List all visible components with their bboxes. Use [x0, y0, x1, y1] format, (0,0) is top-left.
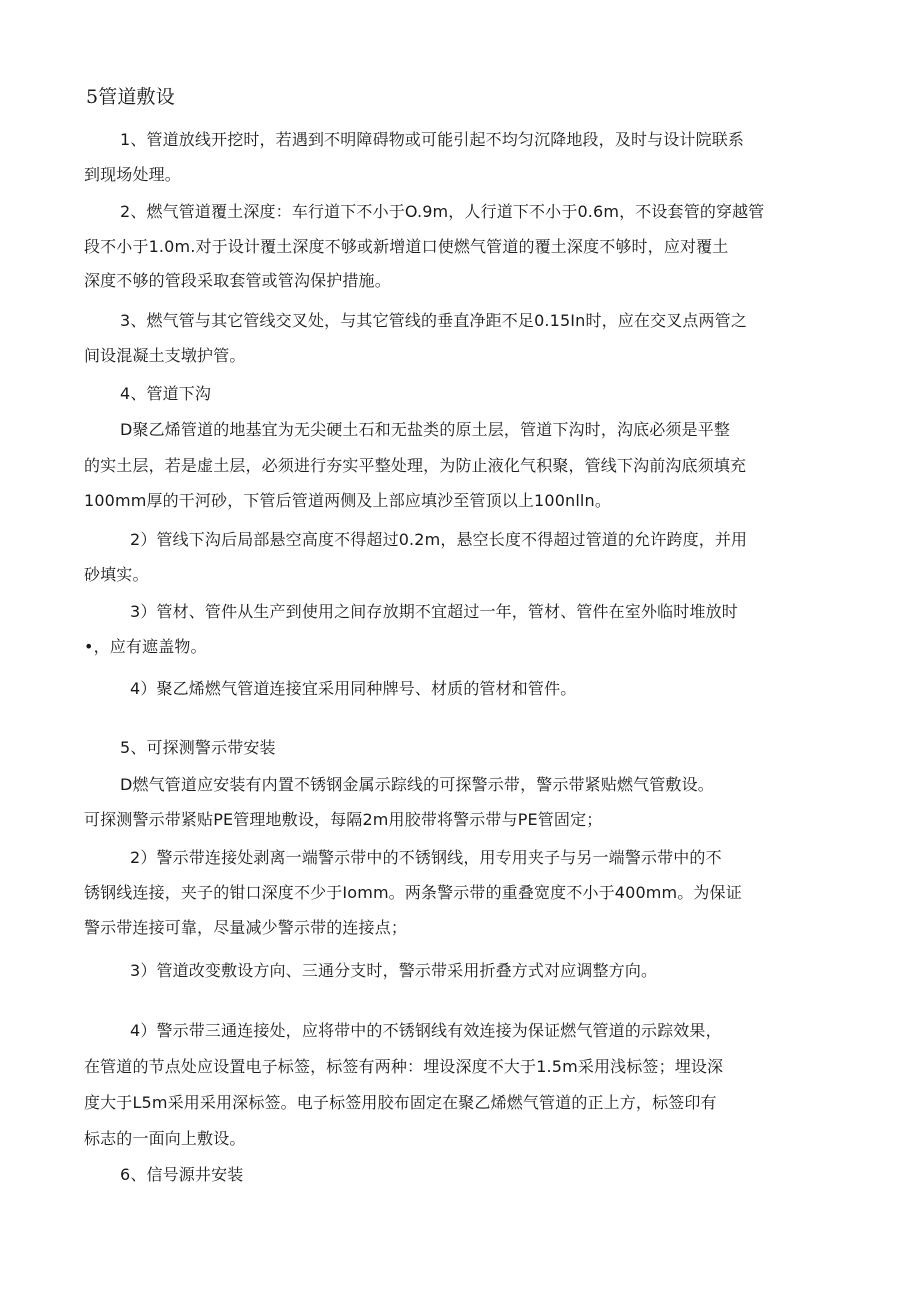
paragraph-line: 2）警示带连接处剥离一端警示带中的不锈钢线，用专用夹子与另一端警示带中的不 [130, 848, 722, 867]
paragraph-line: 锈钢线连接，夹子的钳口深度不少于Iomm。两条警示带的重叠宽度不小于400mm。为保证 [84, 883, 742, 902]
paragraph-line: D聚乙烯管道的地基宜为无尖硬土石和无盐类的原土层，管道下沟时，沟底必须是平整 [120, 420, 731, 439]
paragraph-line: 在管道的节点处应设置电子标签，标签有两种：埋设深度不大于1.5m采用浅标签；埋设深 [84, 1057, 724, 1076]
paragraph-line: 警示带连接可靠，尽量减少警示带的连接点； [84, 918, 408, 937]
paragraph-line: D燃气管道应安装有内置不锈钢金属示踪线的可探警示带，警示带紧贴燃气管敷设。 [120, 775, 714, 794]
paragraph-line: •，应有遮盖物。 [84, 637, 207, 656]
paragraph-line: 3）管材、管件从生产到使用之间存放期不宜超过一年，管材、管件在室外临时堆放时 [130, 602, 738, 621]
paragraph-line: 3、燃气管与其它管线交叉处，与其它管线的垂直净距不足0.15In时，应在交叉点两管之 [120, 311, 747, 330]
paragraph-line: 标志的一面向上敷设。 [84, 1129, 246, 1148]
subheading: 4、管道下沟 [120, 384, 212, 403]
paragraph-line: 段不小于1.0m.对于设计覆土深度不够或新增道口使燃气管道的覆土深度不够时，应对覆土 [84, 237, 729, 256]
paragraph-line: 可探测警示带紧贴PE管理地敷设，每隔2m用胶带将警示带与PE管固定； [84, 810, 603, 829]
section-heading: 5管道敷设 [86, 86, 175, 108]
subheading: 6、信号源井安装 [120, 1165, 244, 1184]
subheading: 5、可探测警示带安装 [120, 738, 276, 757]
paragraph-line: 4）警示带三通连接处，应将带中的不锈钢线有效连接为保证燃气管道的示踪效果， [130, 1021, 722, 1040]
paragraph-line: 4）聚乙烯燃气管道连接宜采用同种牌号、材质的管材和管件。 [130, 679, 577, 698]
paragraph-line: 2、燃气管道覆土深度：车行道下不小于O.9m，人行道下不小于0.6m，不设套管的穿越管 [120, 202, 765, 221]
paragraph-line: 砂填实。 [84, 565, 149, 584]
paragraph-line: 间设混凝土支墩护管。 [84, 346, 246, 365]
paragraph-line: 3）管道改变敷设方向、三通分支时，警示带采用折叠方式对应调整方向。 [130, 961, 658, 980]
paragraph-line: 2）管线下沟后局部悬空高度不得超过0.2m，悬空长度不得超过管道的允许跨度，并用 [130, 530, 748, 549]
paragraph-line: 深度不够的管段采取套管或管沟保护措施。 [84, 271, 391, 290]
paragraph-line: 100mm厚的干河砂，下管后管道两侧及上部应填沙至管顶以上100nlln。 [84, 491, 611, 510]
paragraph-line: 到现场处理。 [84, 165, 181, 184]
paragraph-line: 1、管道放线开挖时，若遇到不明障碍物或可能引起不均匀沉降地段，及时与设计院联系 [120, 130, 745, 149]
paragraph-line: 的实土层，若是虚土层，必须进行夯实平整处理，为防止液化气积聚，管线下沟前沟底须填充 [84, 456, 747, 475]
paragraph-line: 度大于L5m采用采用深标签。电子标签用胶布固定在聚乙烯燃气管道的正上方，标签印有 [84, 1093, 717, 1112]
